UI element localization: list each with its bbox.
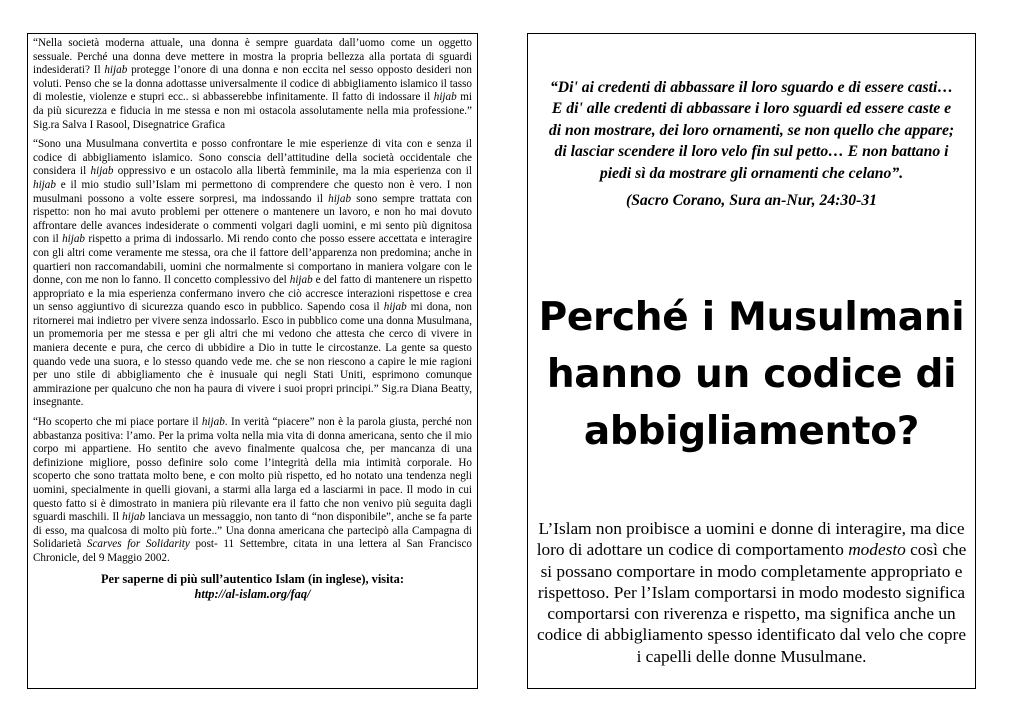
text-run: così che si possano comportare in modo completamente appropriato e rispettoso. Per l’Islam comportarsi in modo modesto significa comportarsi con riverenza e rispetto, ma significa anche un codice di abbigliamento spesso identificato dal velo che copre i capelli delle donne Musulmane. xyxy=(536,540,967,666)
hijab-term: hijab xyxy=(383,301,407,314)
text-run: post- 11 Settembre, citata in una lettera al San Francisco Chronicle, del 9 Maggio 2002. xyxy=(33,538,473,564)
text-run: “Ho scoperto che mi piace portare il xyxy=(33,416,202,429)
campaign-name: Scarves for Solidarity xyxy=(86,538,190,551)
text-run: . In verità “piacere” non è la parola giusta, perché non abbastanza positiva: l’amo. Per la prima volta nella mia vita di donna americana, sento che il mio corpo mi appartiene. Ho sentito che avevo finalmente qualcosa che, per mancanza di una definizione migliore, posso definire solo come l’integrità della mia intimità corporale. Ho scoperto che sono trattata molto bene, e con molto più rispetto, ed ho notato una tendenza negli uomini, specialmente in quelli giovani, a starmi alla larga ed a lasciarmi in pace. Il modo in cui questo fatto si è dimostrato in maniera più rilevante era il fatto che non venivo più seguita dagli sguardi maschili. Il xyxy=(33,416,472,524)
hijab-term: hijab xyxy=(33,178,56,191)
hijab-term: hijab xyxy=(104,64,128,77)
text-run: “Sono una Musulmana convertita e posso confrontare le mie esperienze di vita con e senza il codice di abbigliamento islamico. Sono conscia dell’attitudine della società occidentale che considera il xyxy=(33,138,472,178)
text-run: protegge l’onore di una donna e non eccita nel sesso opposto desideri non voluti. Penso che se la donna adottasse universalmente il codice di abbigliamento islamico il tasso di molestie, violenze e stupri ecc.. si abbasserebbe infinitamente. Il fatto di indossare il xyxy=(33,64,472,104)
hijab-term: hijab xyxy=(62,233,85,246)
text-run: L’Islam non proibisce a uomini e donne di interagire, ma dice loro di adottare un codice di comportamento xyxy=(536,519,965,560)
testimonial-rasool xyxy=(33,37,472,132)
hijab-term: hijab xyxy=(433,91,457,104)
text-run: oppressivo e un ostacolo alla libertà femminile, ma la mia esperienza con il xyxy=(113,165,472,178)
text-run: “Nella società moderna attuale, una donna è sempre guardata dall’uomo come un oggetto sessuale. Perché una donna deve mettere in mostra la propria bellezza alla portata di sguardi indesiderati? Il xyxy=(33,37,472,77)
text-run: e il mio studio sull’Islam mi permettono di comprendere che questo non è vero. I non musulmani possono a volte essere sorpresi, ma indossando il xyxy=(33,178,472,205)
text-run: lanciava un messaggio, non tanto di “non disponibile”, anche se fa parte di esso, ma qualcosa di molto più forte..” Una donna americana che partecipò alla Campagna di Solidarietà xyxy=(33,511,472,551)
text-run: mi da più sicurezza e fiducia in me stessa e non mi ostacola assolutamente nella mia professione.” Sig.ra Salva I Rasool, Disegnatrice Grafica xyxy=(33,91,473,131)
left-page xyxy=(27,33,478,689)
text-run: rispetto a prima di indossarlo. Mi rendo conto che posso essere accettata e interagire con gli altri come veramente me stessa, ora che il fattore dell’apparenza non predomina; anche in quartieri non raccomandabili, uomini che normalmente si comportano in maniera volgare con le donne, con me non lo fanno. Il concetto complessivo del xyxy=(33,233,472,287)
hijab-term: hijab xyxy=(122,511,146,524)
hijab-term: hijab xyxy=(201,416,225,429)
page-title: Perché i Musulmani hanno un codice di abbigliamento? xyxy=(538,295,965,454)
footer-text: Per saperne di più sull’autentico Islam (in inglese), visita: xyxy=(100,571,404,586)
quran-quote: “Di' ai credenti di abbassare il loro sguardo e di essere casti… E di' alle credenti di abbassare i loro sguardi ed essere caste e di non mostrare, dei loro ornamenti, se non quello che appare; di lasciar scendere il loro velo fin sul petto… E non battano i piedi sì da mostrare gli ornamenti che celano”. xyxy=(548,79,955,182)
testimonial-american-woman xyxy=(33,416,472,566)
text-run: sono sempre trattata con rispetto: non ho mai avuto problemi per ottenere o mantenere un lavoro, e non ho mai dovuto affrontare delle avances indesiderate o commenti volgari dagli uomini, e mi sento più dignitosa con il xyxy=(33,192,472,246)
hijab-term: hijab xyxy=(90,165,114,178)
text-run: e del fatto di mantenere un rispetto appropriato e la mia esperienza confermano invero che ciò accresce interazioni rispettose e crea un senso aggiuntivo di sicurezza quando esco in pubblico. Sapendo cosa il xyxy=(33,274,472,314)
footer-url: http://al-islam.org/faq/ xyxy=(194,587,311,602)
intro-text xyxy=(536,518,967,667)
emphasis-modesto: modesto xyxy=(848,540,906,560)
right-page xyxy=(527,33,976,689)
quote-source: (Sacro Corano, Sura an-Nur, 24:30-31 xyxy=(625,192,878,209)
hijab-term: hijab xyxy=(289,274,313,287)
hijab-term: hijab xyxy=(328,192,352,205)
text-run: mi dona, non ritornerei mai indietro per vivere senza indossarlo. Esco in pubblico come una donna Musulmana, un promemoria per me stessa e per gli altri che mi vedono che attesta che cerco di vivere in maniera decente e pura, che cerco di ubbidire a Dio in tutte le circostanze. La gente sa questo quando vede una suora, e lo stesso quando vede me. che se non riescono a capire le mie ragioni per uno stile di abbigliamento che è inusuale qui negli Stati Uniti, esprimono comunque ammirazione per qualcuno che non ha paura di vivere i suoi propri principi.” Sig.ra Diana Beatty, insegnante. xyxy=(33,301,472,409)
testimonial-beatty xyxy=(33,138,472,410)
footer xyxy=(33,572,472,603)
